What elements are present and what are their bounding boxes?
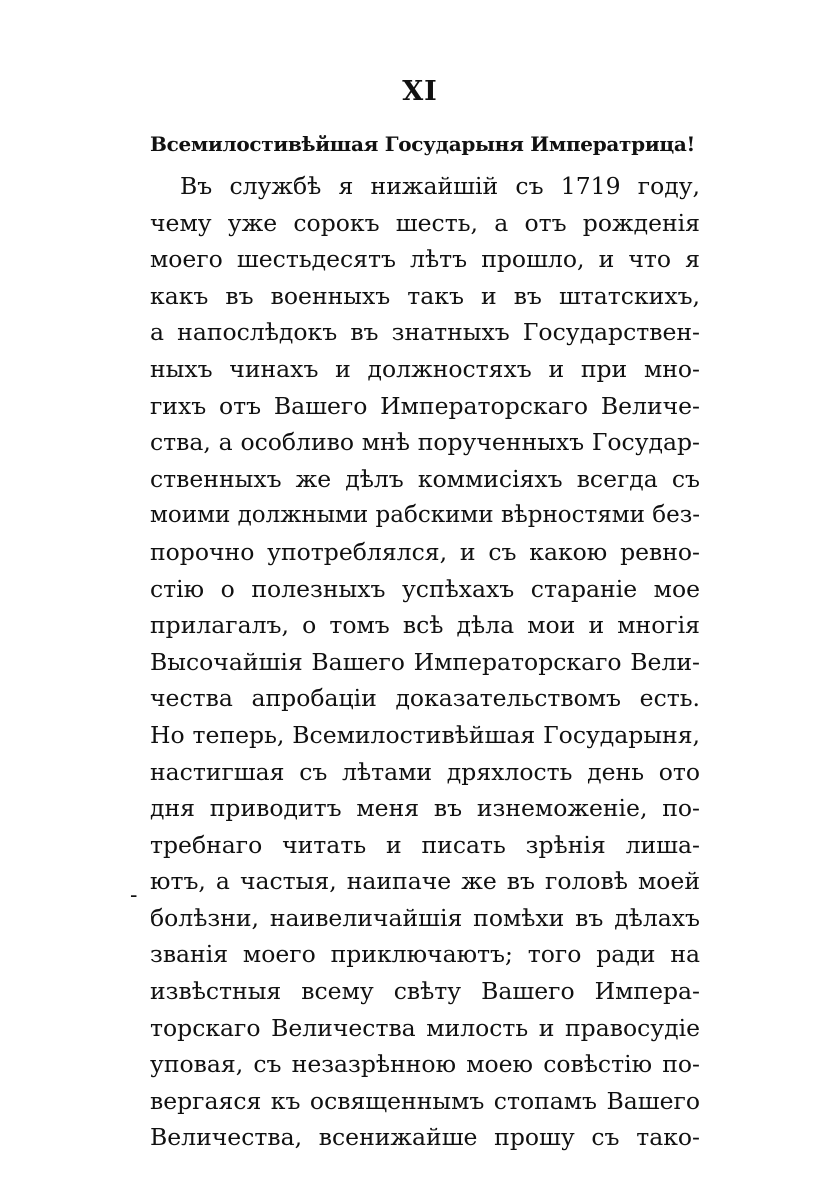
text-line: моего шестьдесятъ лѣтъ прошло, и что я bbox=[150, 245, 700, 274]
margin-mark: - bbox=[130, 883, 138, 908]
text-line: Величества, всенижайше прошу съ тако- bbox=[150, 1123, 700, 1152]
text-line: ютъ, а частыя, наипаче же въ головѣ моей bbox=[150, 867, 700, 896]
text-line: прилагалъ, о томъ всѣ дѣла мои и многія bbox=[150, 611, 700, 640]
text-line: Высочайшія Вашего Императорскаго Вели- bbox=[150, 647, 700, 676]
salutation-heading: Всемилостивѣйшая Государыня Императрица! bbox=[150, 132, 695, 156]
text-line: дня приводитъ меня въ изнеможеніе, по- bbox=[150, 794, 700, 823]
text-line: чества апробаціи доказательствомъ есть. bbox=[150, 684, 700, 713]
page-number: XI bbox=[402, 76, 438, 107]
text-line: ственныхъ же дѣлъ коммисіяхъ всегда съ bbox=[150, 464, 700, 493]
text-line: уповая, съ незазрѣнною моею совѣстію по- bbox=[150, 1050, 700, 1079]
text-line: а напослѣдокъ въ знатныхъ Государствен- bbox=[150, 318, 700, 347]
text-line: извѣстныя всему свѣту Вашего Импера- bbox=[150, 977, 700, 1006]
text-line: болѣзни, наивеличайшія помѣхи въ дѣлахъ bbox=[150, 903, 700, 932]
text-line: стію о полезныхъ успѣхахъ стараніе мое bbox=[150, 574, 700, 603]
text-line: какъ въ военныхъ такъ и въ штатскихъ, bbox=[150, 281, 700, 310]
text-line: чему уже сорокъ шесть, а отъ рожденія bbox=[150, 208, 700, 237]
text-line: Но теперь, Всемилостивѣйшая Государыня, bbox=[150, 720, 700, 749]
text-line: гихъ отъ Вашего Императорскаго Величе- bbox=[150, 391, 700, 420]
text-line: званія моего приключаютъ; того ради на bbox=[150, 940, 700, 969]
text-line: вергаяся къ освященнымъ стопамъ Вашего bbox=[150, 1086, 700, 1115]
text-line: настигшая съ лѣтами дряхлость день ото bbox=[150, 757, 700, 786]
text-line: ныхъ чинахъ и должностяхъ и при мно- bbox=[150, 354, 700, 383]
text-line: ства, а особливо мнѣ порученныхъ Государ- bbox=[150, 428, 700, 457]
text-line: требнаго читать и писать зрѣнія лиша- bbox=[150, 830, 700, 859]
text-line: торскаго Величества милость и правосудіе bbox=[150, 1013, 700, 1042]
body-text bbox=[150, 168, 700, 1156]
text-line: порочно употреблялся, и съ какою ревно- bbox=[150, 537, 700, 566]
text-line: Въ службѣ я нижайшій съ 1719 году, bbox=[180, 172, 700, 200]
text-line: моими должными рабскими вѣрностями без- bbox=[150, 502, 701, 529]
